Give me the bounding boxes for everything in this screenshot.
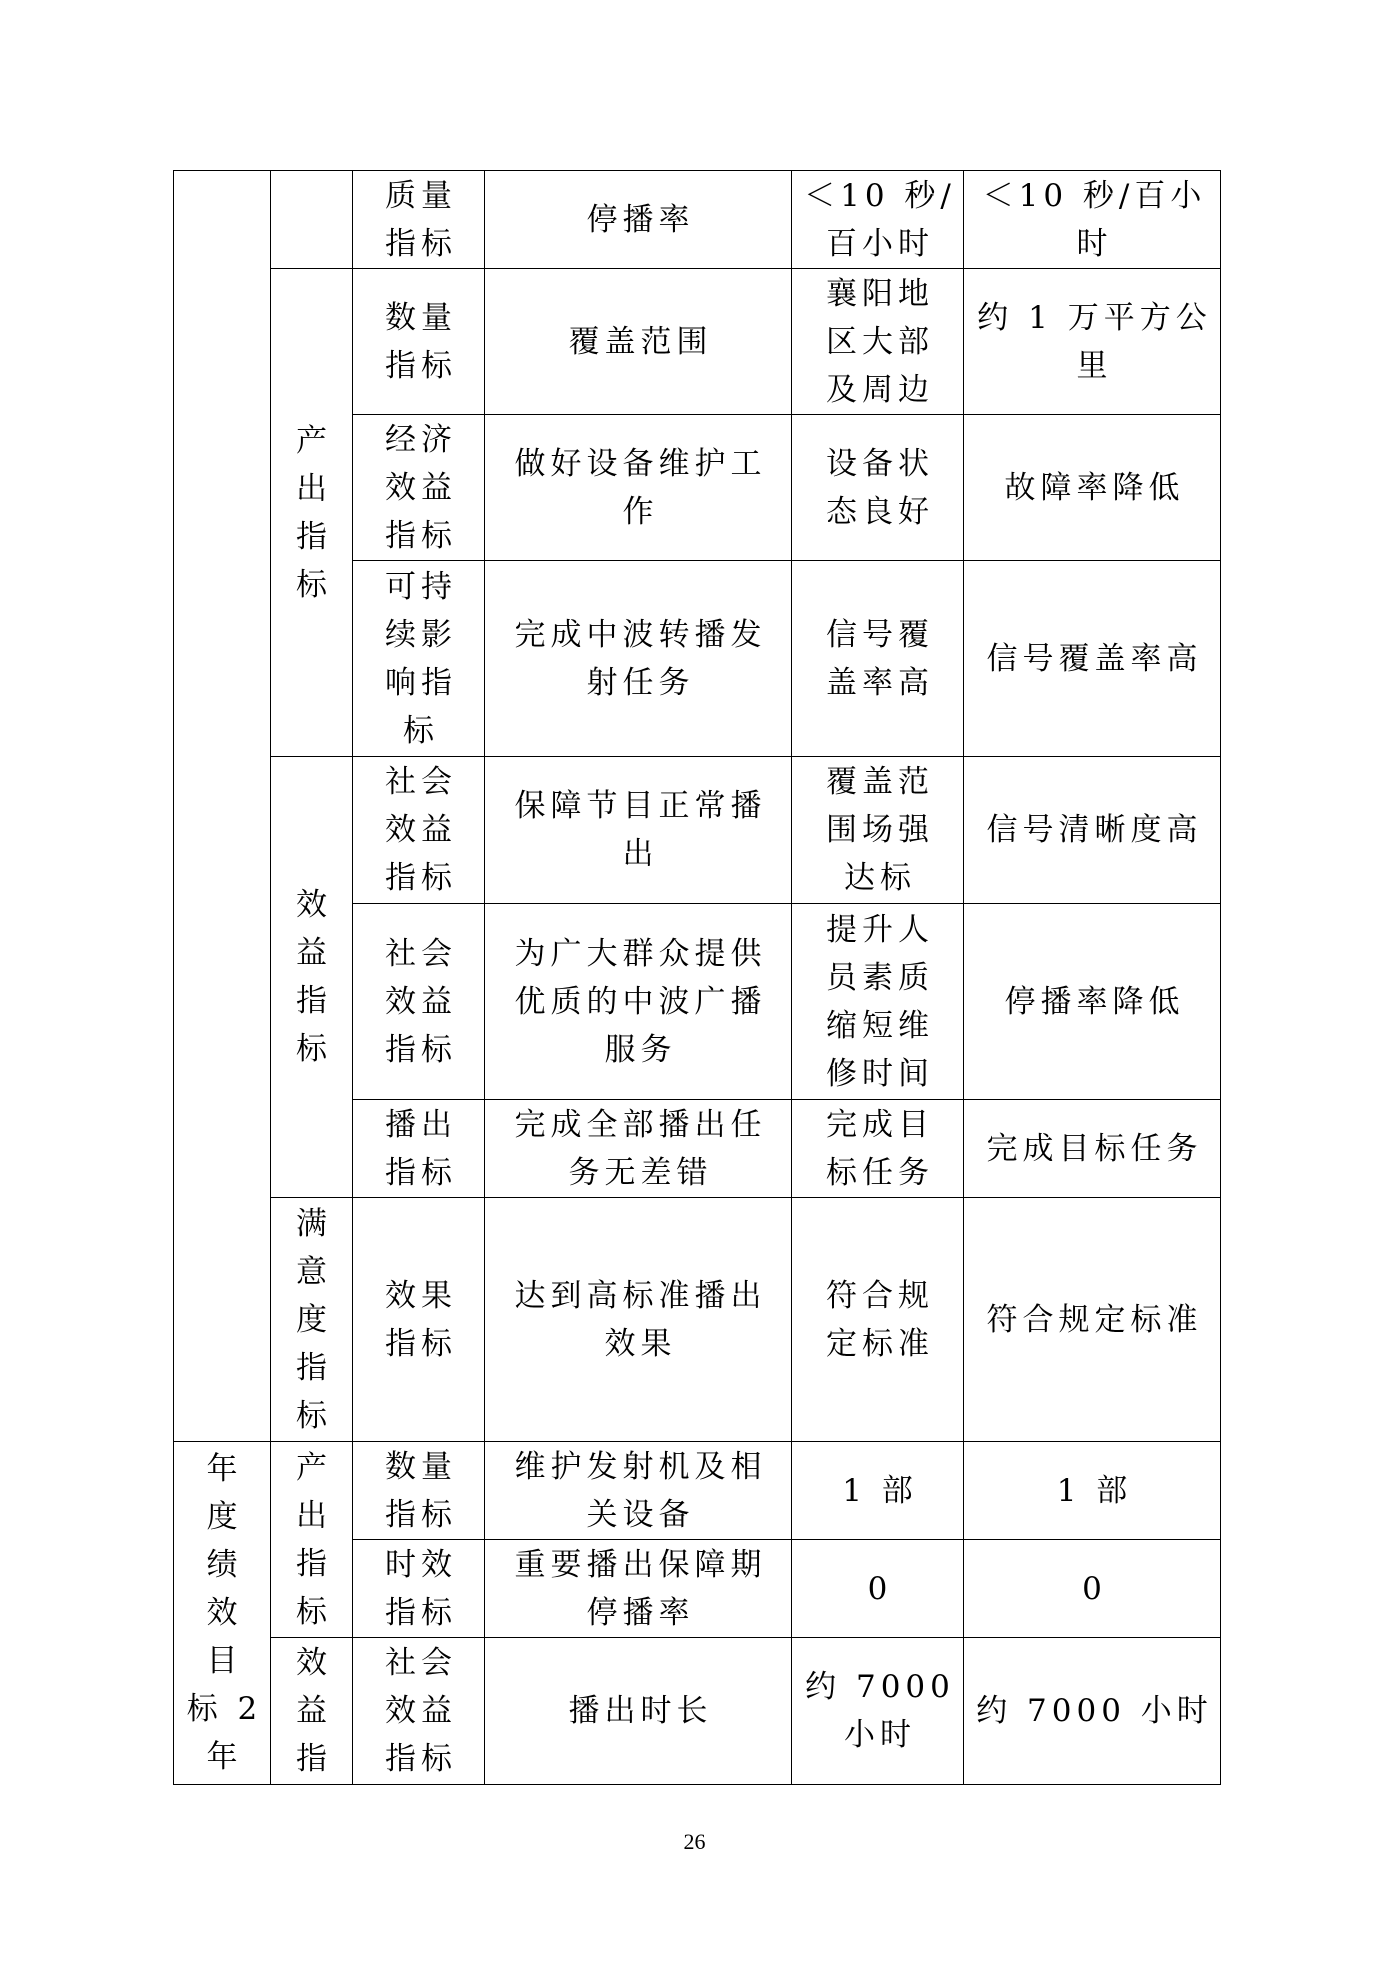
value-cell: 停播率降低 — [964, 904, 1221, 1100]
target-cell: 信号覆 盖率高 — [792, 561, 964, 757]
value-cell: 1 部 — [964, 1442, 1221, 1540]
item-cell: 完成全部播出任 务无差错 — [485, 1100, 792, 1198]
target-cell: ＜10 秒/ 百小时 — [792, 171, 964, 269]
table-row — [174, 1198, 1221, 1442]
item-cell: 为广大群众提供 优质的中波广播 服务 — [485, 904, 792, 1100]
item-cell: 维护发射机及相 关设备 — [485, 1442, 792, 1540]
value-cell: 0 — [964, 1540, 1221, 1638]
goal-group-cell-empty — [174, 171, 271, 1442]
item-cell: 覆盖范围 — [485, 269, 792, 415]
table-row — [174, 757, 1221, 904]
target-cell: 设备状 态良好 — [792, 415, 964, 561]
target-cell: 符合规 定标准 — [792, 1198, 964, 1442]
target-cell: 覆盖范 围场强 达标 — [792, 757, 964, 904]
category-cell: 产 出 指 标 — [271, 1442, 353, 1638]
indicator-cell: 时效 指标 — [353, 1540, 485, 1638]
item-cell: 完成中波转播发 射任务 — [485, 561, 792, 757]
target-cell: 0 — [792, 1540, 964, 1638]
category-cell: 产 出 指 标 — [271, 269, 353, 757]
value-cell: 信号覆盖率高 — [964, 561, 1221, 757]
table-row — [174, 1442, 1221, 1540]
indicator-cell: 质量 指标 — [353, 171, 485, 269]
performance-indicator-table — [173, 170, 1221, 1785]
value-cell: 完成目标任务 — [964, 1100, 1221, 1198]
category-cell-empty — [271, 171, 353, 269]
target-cell: 约 7000 小时 — [792, 1638, 964, 1785]
indicator-cell: 数量 指标 — [353, 269, 485, 415]
indicator-cell: 经济 效益 指标 — [353, 415, 485, 561]
target-cell: 襄阳地 区大部 及周边 — [792, 269, 964, 415]
page-number: 26 — [683, 1829, 706, 1854]
value-cell: 故障率降低 — [964, 415, 1221, 561]
target-cell: 1 部 — [792, 1442, 964, 1540]
goal-group-cell: 年 度 绩 效 目 标 2 年 — [174, 1442, 271, 1785]
value-cell: 信号清晰度高 — [964, 757, 1221, 904]
target-cell: 提升人 员素质 缩短维 修时间 — [792, 904, 964, 1100]
category-cell: 效 益 指 标 — [271, 757, 353, 1198]
target-cell: 完成目 标任务 — [792, 1100, 964, 1198]
indicator-cell: 社会 效益 指标 — [353, 904, 485, 1100]
value-cell: ＜10 秒/百小 时 — [964, 171, 1221, 269]
indicator-cell: 可持 续影 响指 标 — [353, 561, 485, 757]
indicator-cell: 播出 指标 — [353, 1100, 485, 1198]
item-cell: 播出时长 — [485, 1638, 792, 1785]
indicator-cell: 效果 指标 — [353, 1198, 485, 1442]
value-cell: 约 1 万平方公 里 — [964, 269, 1221, 415]
indicator-cell: 数量 指标 — [353, 1442, 485, 1540]
item-cell: 达到高标准播出 效果 — [485, 1198, 792, 1442]
item-cell: 停播率 — [485, 171, 792, 269]
item-cell: 重要播出保障期 停播率 — [485, 1540, 792, 1638]
indicator-cell: 社会 效益 指标 — [353, 1638, 485, 1785]
category-cell: 满 意 度 指 标 — [271, 1198, 353, 1442]
item-cell: 保障节目正常播 出 — [485, 757, 792, 904]
table-row — [174, 269, 1221, 415]
table-row — [174, 171, 1221, 269]
table-row — [174, 1638, 1221, 1785]
value-cell: 约 7000 小时 — [964, 1638, 1221, 1785]
value-cell: 符合规定标准 — [964, 1198, 1221, 1442]
item-cell: 做好设备维护工 作 — [485, 415, 792, 561]
category-cell: 效 益 指 — [271, 1638, 353, 1785]
indicator-cell: 社会 效益 指标 — [353, 757, 485, 904]
